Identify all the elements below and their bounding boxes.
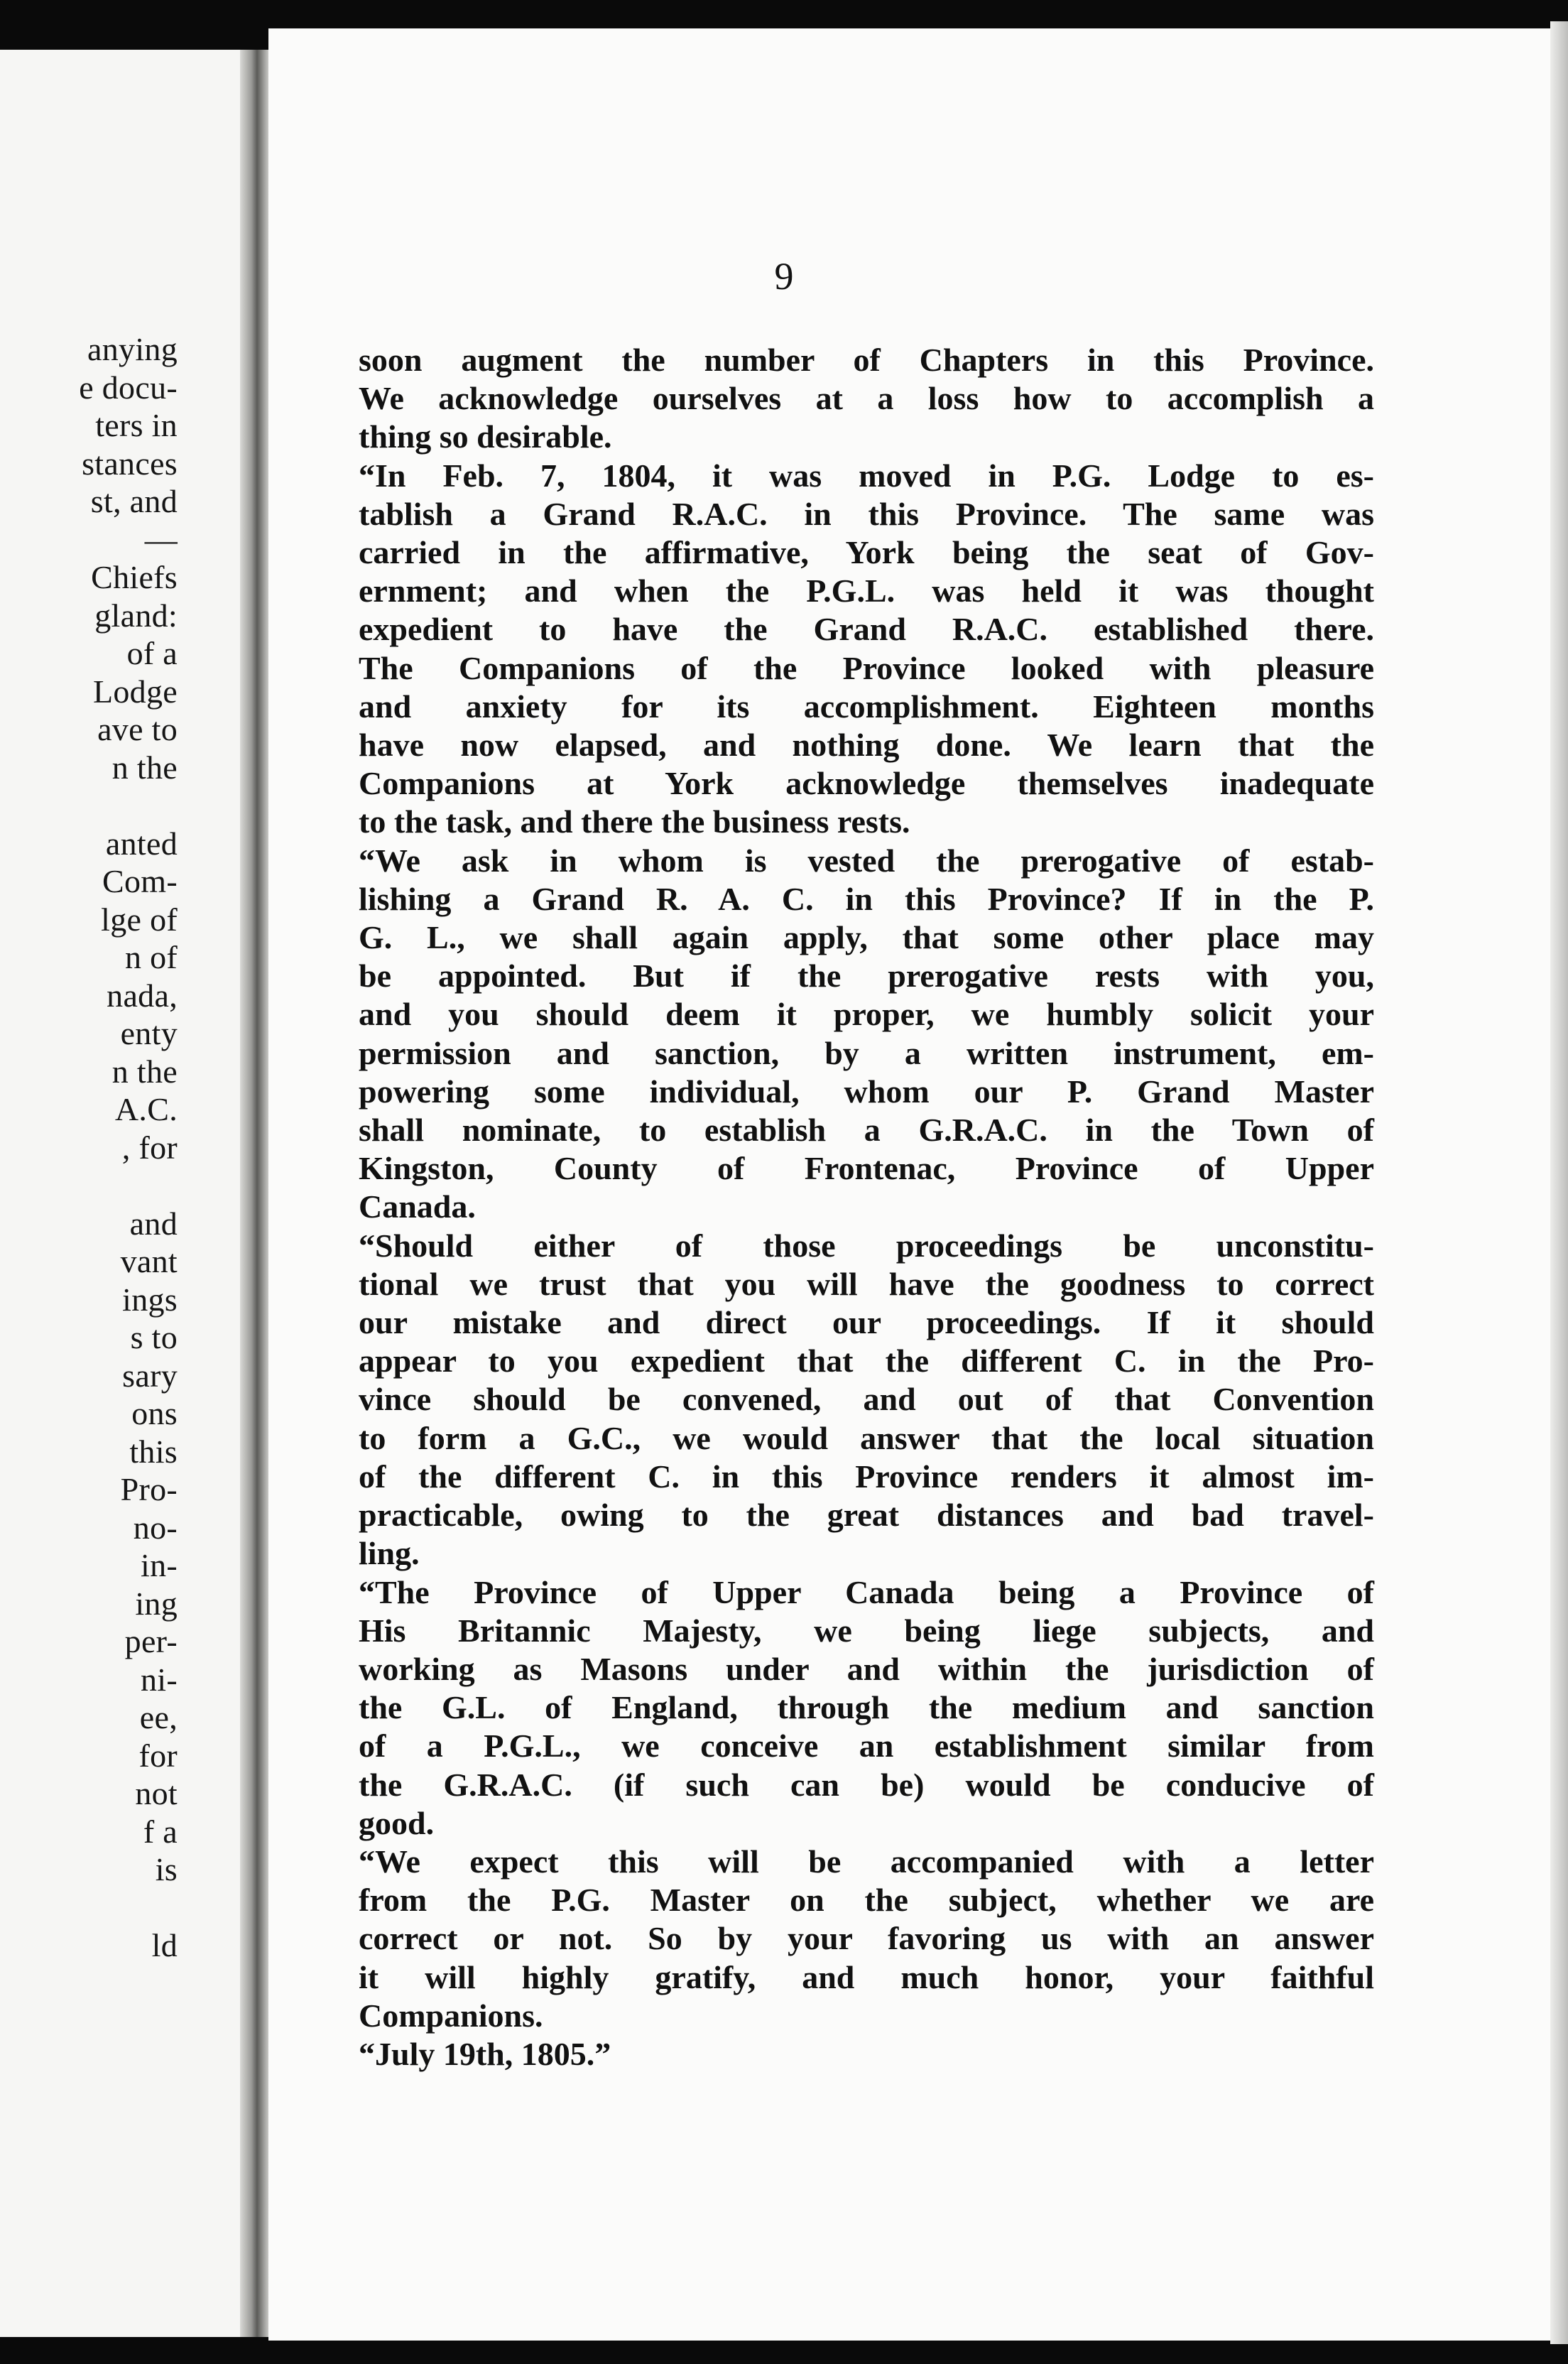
left-page-fragment: nada, (107, 977, 178, 1014)
text-line: our mistake and direct our proceedings. If it should (359, 1304, 1374, 1341)
text-line: shall nominate, to establish a G.R.A.C. in the Town of (359, 1112, 1374, 1149)
left-page-fragment: Pro- (120, 1471, 178, 1507)
left-page-fragment: ld (151, 1927, 178, 1963)
left-page-fragment: n the (111, 1053, 178, 1090)
text-line: Kingston, County of Frontenac, Province of Upper (359, 1150, 1374, 1187)
left-page-fragment: f a (143, 1813, 178, 1850)
left-page-fragment: n the (111, 749, 178, 786)
text-line: it will highly gratify, and much honor, your faithful (359, 1958, 1374, 1995)
left-page-fragment: per- (124, 1623, 178, 1659)
left-page-fragment: anying (87, 331, 178, 367)
left-page-fragment: A.C. (114, 1091, 178, 1127)
text-line: vince should be convened, and out of that Convention (359, 1381, 1374, 1418)
text-line: “The Province of Upper Canada being a Province of (359, 1573, 1374, 1610)
text-line: “We ask in whom is vested the prerogative of estab- (359, 842, 1374, 879)
left-page-edge (0, 50, 263, 2337)
text-line: Companions. (359, 1997, 543, 2034)
left-page-fragment: ing (135, 1585, 178, 1622)
text-line: The Companions of the Province looked with pleasure (359, 649, 1374, 686)
left-page-fragment: stances (82, 445, 178, 482)
left-page-fragment: not (135, 1775, 178, 1811)
right-page-edge (1550, 21, 1568, 2344)
text-line: correct or not. So by your favoring us with an answer (359, 1920, 1374, 1957)
left-page-fragment: s to (130, 1319, 178, 1355)
body-text (359, 341, 1374, 2073)
text-line: of the different C. in this Province renders it almost im- (359, 1458, 1374, 1495)
left-page-fragment: — (144, 521, 178, 558)
text-line: ling. (359, 1535, 420, 1572)
left-page-fragment: of a (126, 635, 178, 671)
left-page-fragment: is (155, 1851, 178, 1887)
text-line: His Britannic Majesty, we being liege subjects, and (359, 1612, 1374, 1649)
left-page-fragment: , for (121, 1129, 178, 1166)
text-line: and you should deem it proper, we humbly solicit your (359, 996, 1374, 1033)
text-line: powering some individual, whom our P. Grand Master (359, 1073, 1374, 1110)
text-line: ernment; and when the P.G.L. was held it was thought (359, 573, 1374, 609)
left-page-fragment: gland: (94, 597, 178, 634)
left-page-fragment: Chiefs (91, 559, 178, 595)
left-page-fragment: and (129, 1205, 178, 1242)
text-line: be appointed. But if the prerogative rests with you, (359, 958, 1374, 994)
text-line: working as Masons under and within the jurisdiction of (359, 1650, 1374, 1687)
text-line: the G.L. of England, through the medium and sanction (359, 1689, 1374, 1726)
text-line: to form a G.C., we would answer that the local situation (359, 1419, 1374, 1456)
left-page-fragment: this (129, 1433, 178, 1470)
text-line: tional we trust that you will have the goodness to correct (359, 1265, 1374, 1302)
text-line: We acknowledge ourselves at a loss how to accomplish a (359, 380, 1374, 417)
left-page-fragment: n of (124, 939, 178, 975)
text-line: “July 19th, 1805.” (359, 2035, 611, 2072)
text-line: thing so desirable. (359, 418, 612, 455)
text-line: have now elapsed, and nothing done. We learn that the (359, 727, 1374, 764)
text-line: “In Feb. 7, 1804, it was moved in P.G. Lodge to es- (359, 457, 1374, 494)
left-page-fragment: ings (122, 1281, 178, 1318)
text-line: appear to you expedient that the different C. in the Pro- (359, 1343, 1374, 1379)
page-number: 9 (774, 255, 794, 298)
left-page-fragment: ters in (95, 407, 178, 443)
left-page-fragment: in- (141, 1547, 178, 1583)
text-line: good. (359, 1804, 435, 1841)
text-line: to the task, and there the business rests. (359, 803, 910, 840)
text-line: “Should either of those proceedings be unconstitu- (359, 1227, 1374, 1264)
text-line: the G.R.A.C. (if such can be) would be conducive of (359, 1766, 1374, 1803)
text-line: expedient to have the Grand R.A.C. established there. (359, 611, 1374, 648)
left-page-fragment: sary (122, 1357, 178, 1394)
left-page-fragment: vant (120, 1243, 178, 1279)
text-line: practicable, owing to the great distances and bad travel- (359, 1497, 1374, 1534)
book-gutter (240, 50, 268, 2337)
left-page-fragment: ave to (97, 711, 178, 747)
text-line: lishing a Grand R. A. C. in this Province? If in the P. (359, 880, 1374, 917)
left-page-fragment: lge of (101, 901, 178, 938)
left-page-fragment: ni- (141, 1661, 178, 1698)
left-page-fragment: no- (133, 1509, 178, 1546)
left-page-fragment: ee, (139, 1699, 178, 1735)
left-page-fragment: for (138, 1737, 178, 1774)
text-line: Companions at York acknowledge themselves inadequate (359, 765, 1374, 802)
text-line: and anxiety for its accomplishment. Eighteen months (359, 688, 1374, 725)
left-page-fragment: ons (131, 1395, 178, 1431)
text-line: soon augment the number of Chapters in this Province. (359, 342, 1374, 378)
left-page-fragment: Lodge (92, 673, 178, 710)
left-page-fragment: enty (120, 1015, 178, 1051)
text-line: G. L., we shall again apply, that some other place may (359, 919, 1374, 956)
text-line: from the P.G. Master on the subject, whether we are (359, 1882, 1374, 1919)
text-line: “We expect this will be accompanied with a letter (359, 1843, 1374, 1880)
text-line: carried in the affirmative, York being the seat of Gov- (359, 534, 1374, 571)
text-line: of a P.G.L., we conceive an establishment similar from (359, 1728, 1374, 1764)
left-page-fragment: e docu- (79, 369, 178, 406)
left-page-fragment: Com- (102, 863, 178, 899)
text-line: tablish a Grand R.A.C. in this Province. The same was (359, 495, 1374, 532)
text-line: Canada. (359, 1188, 476, 1225)
left-page-fragment: st, and (90, 483, 178, 519)
left-page-fragment: anted (105, 825, 178, 862)
text-line: permission and sanction, by a written instrument, em- (359, 1034, 1374, 1071)
